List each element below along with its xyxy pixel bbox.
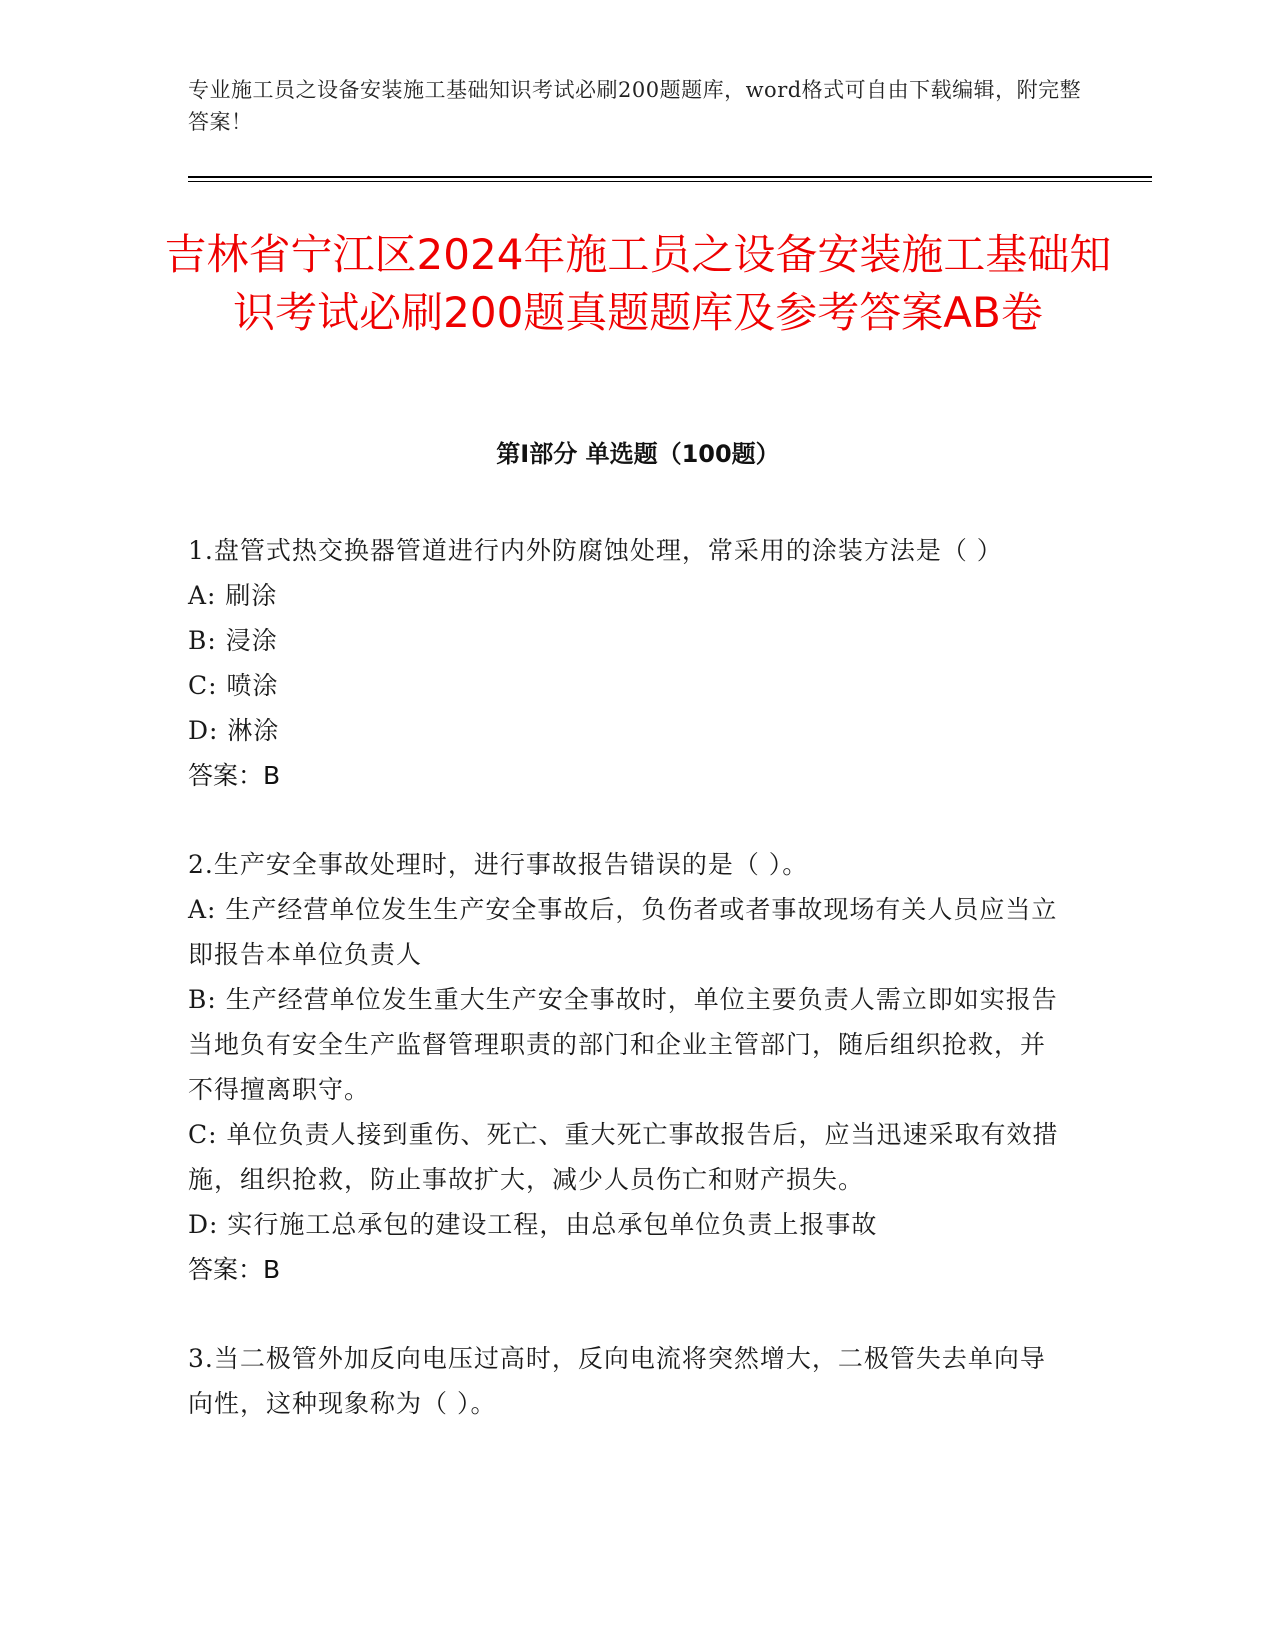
question-stem: 3.当二极管外加反向电压过高时，反向电流将突然增大，二极管失去单向导向性，这种现象称为（ ）。 bbox=[188, 1344, 1046, 1418]
option-d: D: 实行施工总承包的建设工程，由总承包单位负责上报事故 bbox=[188, 1210, 878, 1239]
question-2 bbox=[188, 842, 1068, 1292]
option-b: B: 浸涂 bbox=[188, 626, 278, 655]
section-heading: 第I部分 单选题（100题） bbox=[496, 440, 780, 468]
answer: 答案：B bbox=[188, 1255, 281, 1284]
option-a: A: 刷涂 bbox=[188, 581, 278, 610]
document-title: 吉林省宁江区2024年施工员之设备安装施工基础知识考试必刷200题真题题库及参考答案AB卷 bbox=[164, 230, 1112, 337]
header-divider-thin bbox=[188, 181, 1152, 182]
header-note: 专业施工员之设备安装施工基础知识考试必刷200题题库，word格式可自由下载编辑，附完整答案！ bbox=[188, 78, 1082, 134]
header-divider bbox=[188, 176, 1152, 178]
question-stem: 1.盘管式热交换器管道进行内外防腐蚀处理，常采用的涂装方法是（ ） bbox=[188, 536, 1003, 565]
answer: 答案：B bbox=[188, 761, 281, 790]
question-3 bbox=[188, 1336, 1068, 1426]
option-c: C: 喷涂 bbox=[188, 671, 279, 700]
option-d: D: 淋涂 bbox=[188, 716, 280, 745]
question-1 bbox=[188, 528, 1068, 798]
question-stem: 2.生产安全事故处理时，进行事故报告错误的是（ ）。 bbox=[188, 850, 809, 879]
option-a: A: 生产经营单位发生生产安全事故后，负伤者或者事故现场有关人员应当立即报告本单位负责人 bbox=[188, 895, 1058, 969]
question-list bbox=[188, 528, 1068, 1470]
option-b: B: 生产经营单位发生重大生产安全事故时，单位主要负责人需立即如实报告当地负有安全生产监督管理职责的部门和企业主管部门，随后组织抢救，并不得擅离职守。 bbox=[188, 985, 1058, 1104]
option-c: C: 单位负责人接到重伤、死亡、重大死亡事故报告后，应当迅速采取有效措施，组织抢救，防止事故扩大，减少人员伤亡和财产损失。 bbox=[188, 1120, 1059, 1194]
